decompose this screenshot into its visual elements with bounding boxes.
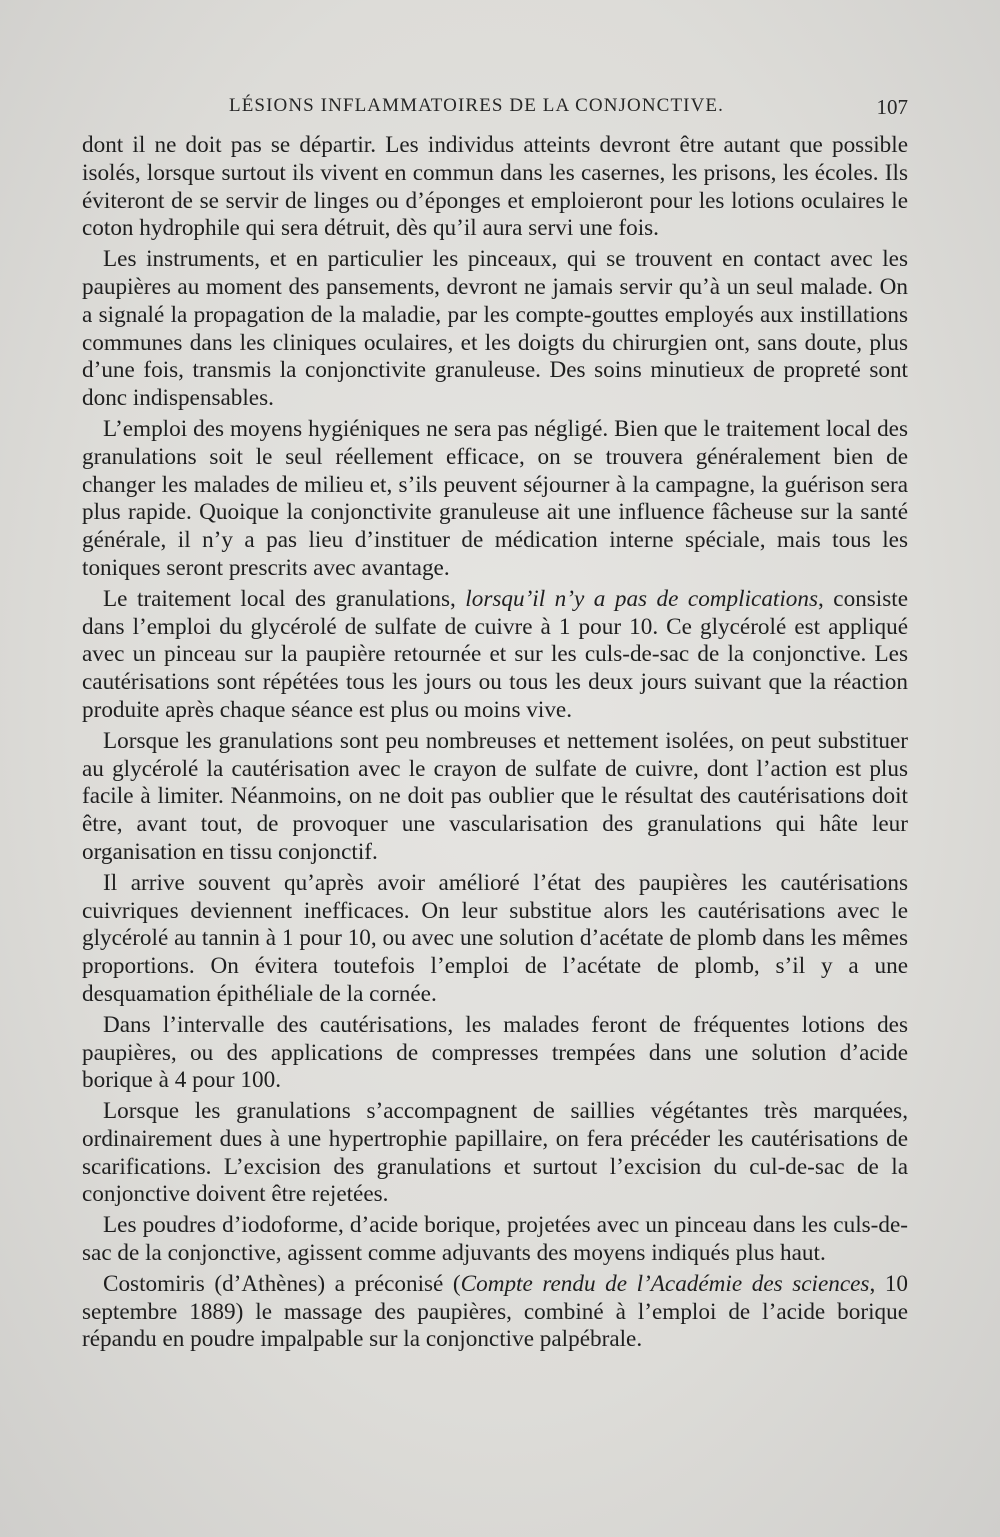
page-header xyxy=(82,95,908,125)
paragraph-8 xyxy=(82,1098,908,1209)
paragraph-3 xyxy=(82,416,908,583)
paragraph-10 xyxy=(82,1271,908,1354)
paragraph-6 xyxy=(82,870,908,1009)
paragraph-9-text: Les poudres d’iodoforme, d’acide borique, projetées avec un pinceau dans les culs-de-sac de la conjonctive, agissent comme adjuvants des moyens indiqués plus haut. xyxy=(82,1212,908,1267)
running-title: LÉSIONS INFLAMMATOIRES DE LA CONJONCTIVE. xyxy=(229,95,724,116)
paragraph-10-text-before: Costomiris (d’Athènes) a préconisé ( xyxy=(103,1270,461,1297)
paragraph-4 xyxy=(82,586,908,725)
paragraph-4-text-after: , consiste dans l’emploi du glycérolé de sulfate de cuivre à 1 pour 10. Ce glycérolé est appliqué avec un pinceau sur la paupière retournée et sur les culs-de-sac de la conjonctive. Les cautérisations sont répétées tous les jours ou tous les deux jours suivant que la réaction produite après chaque séance est plus ou moins vive. xyxy=(82,585,909,723)
paragraph-4-text-before: Le traitement local des granulations, xyxy=(103,585,466,612)
paragraph-3-text: L’emploi des moyens hygiéniques ne sera pas négligé. Bien que le traitement local des granulations soit le seul réellement efficace, on se trouvera généralement bien de changer les malades de milieu et, s’ils peuvent séjourner à la campagne, la guérison sera plus rapide. Quoique la conjonctivite granuleuse ait une influence fâcheuse sur la santé générale, il n’y a pas lieu d’instituer de médication interne spéciale, mais tous les toniques seront prescrits avec avantage. xyxy=(82,415,908,581)
paragraph-7 xyxy=(82,1012,908,1095)
body-text xyxy=(82,132,908,1357)
paragraph-10-text-after: , 10 septembre 1889) le massage des paupières, combiné à l’emploi de l’acide borique répandu en poudre impalpable sur la conjonctive palpébrale. xyxy=(82,1270,908,1353)
paragraph-1 xyxy=(82,132,908,243)
paragraph-2-text: Les instruments, et en particulier les pinceaux, qui se trouvent en contact avec les paupières au moment des pansements, devront ne jamais servir qu’à un seul malade. On a signalé la propagation de la maladie, par les compte-gouttes employés aux instillations communes dans les cliniques oculaires, et les doigts du chirurgien ont, sans doute, plus d’une fois, transmis la conjonctivite granuleuse. Des soins minutieux de propreté sont donc indispensables. xyxy=(82,246,908,412)
paragraph-7-text: Dans l’intervalle des cautérisations, les malades feront de fréquentes lotions des paupières, ou des applications de compresses trempées dans une solution d’acide borique à 4 pour 100. xyxy=(82,1011,908,1094)
page-number: 107 xyxy=(876,95,908,119)
paragraph-2 xyxy=(82,246,908,413)
paragraph-8-text: Lorsque les granulations s’accompagnent de saillies végétantes très marquées, ordinairement dues à une hypertrophie papillaire, on fera précéder les cautérisations de scarifications. L’excision des granulations et surtout l’excision du cul-de-sac de la conjonctive doivent être rejetées. xyxy=(82,1098,908,1208)
paragraph-5-text: Lorsque les granulations sont peu nombreuses et nettement isolées, on peut substituer au glycérolé la cautérisation avec le crayon de sulfate de cuivre, dont l’action est plus facile à limiter. Néanmoins, on ne doit pas oublier que le résultat des cautérisations doit être, avant tout, de provoquer une vascularisation des granulations qui hâte leur organisation en tissu conjonctif. xyxy=(82,727,908,865)
paragraph-4-italic: lorsqu’il n’y a pas de complications xyxy=(465,585,819,612)
paragraph-1-text: dont il ne doit pas se départir. Les individus atteints devront être autant que possible isolés, lorsque surtout ils vivent en commun dans les casernes, les prisons, les écoles. Ils éviteront de se servir de linges ou d’éponges et emploieront pour les lotions oculaires le coton hydrophile qui sera détruit, dès qu’il aura servi une fois. xyxy=(82,132,908,242)
paragraph-6-text: Il arrive souvent qu’après avoir amélioré l’état des paupières les cautérisations cuivriques deviennent inefficaces. On leur substitue alors les cautérisations avec le glycérolé au tannin à 1 pour 10, ou avec une solution d’acétate de plomb dans les mêmes proportions. On évitera toutefois l’emploi de l’acétate de plomb, s’il y a une desquamation épithéliale de la cornée. xyxy=(82,869,908,1007)
paragraph-10-italic: Compte rendu de l’Académie des sciences xyxy=(460,1270,870,1297)
paragraph-9 xyxy=(82,1212,908,1268)
paragraph-5 xyxy=(82,728,908,867)
